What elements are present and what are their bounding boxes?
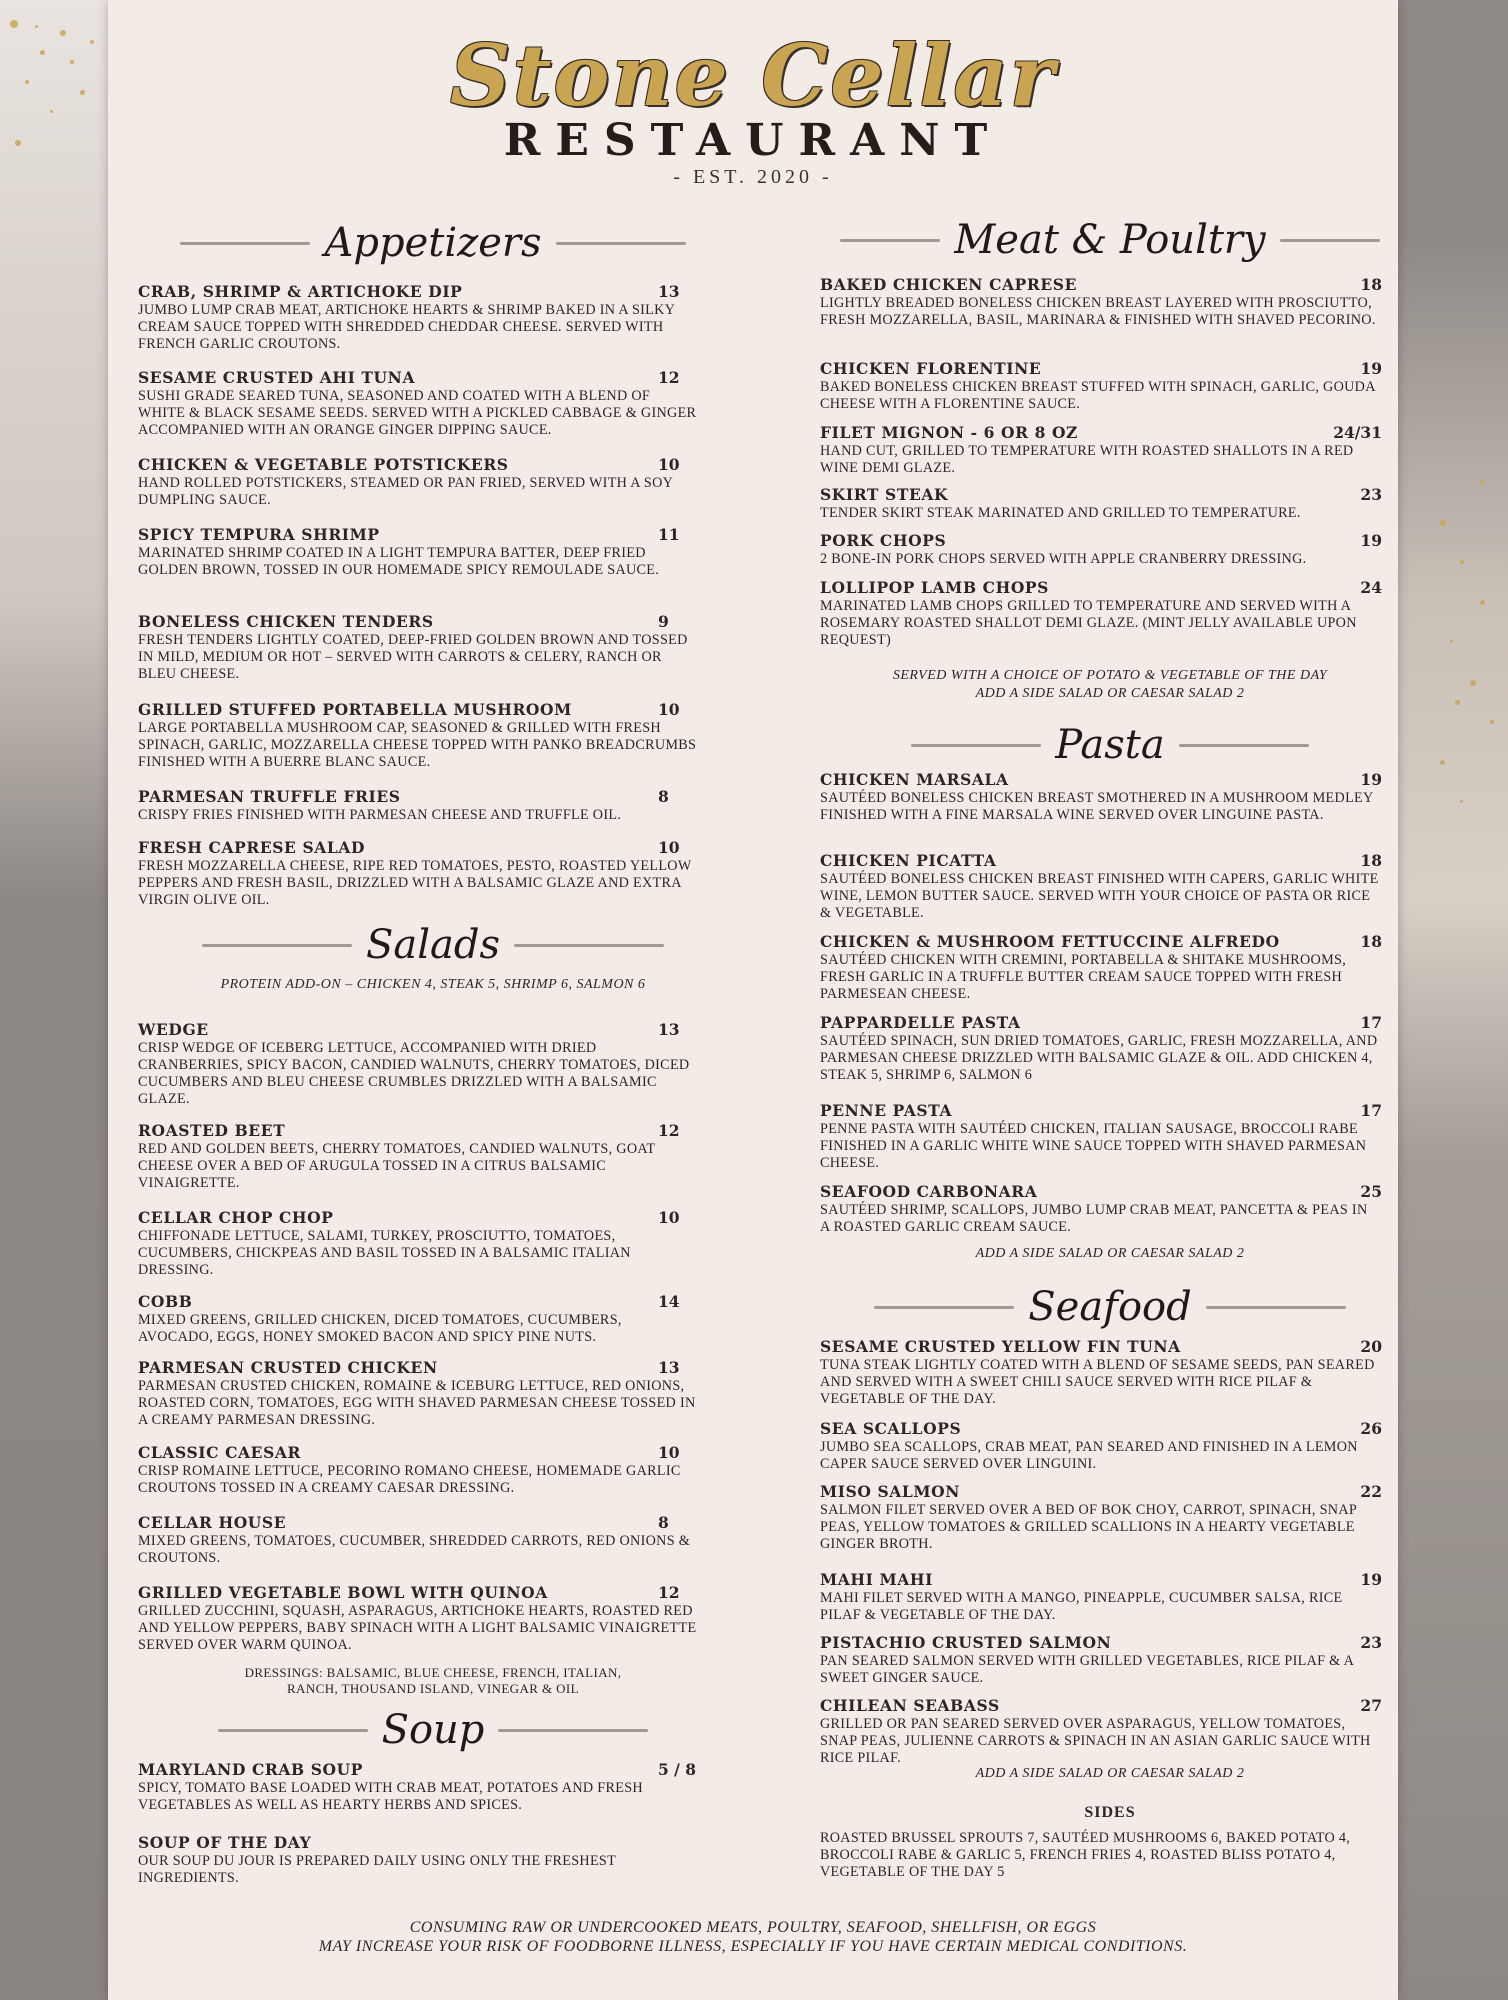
seafood-title: Seafood <box>1028 1284 1192 1330</box>
menu-item-price: 19 <box>1360 770 1382 789</box>
menu-item-price: 9 <box>658 612 669 631</box>
menu-item-description: JUMBO LUMP CRAB MEAT, ARTICHOKE HEARTS & SHRIMP BAKED IN A SILKY CREAM SAUCE TOPPED WITH SHREDDED CHEDDAR CHEESE. SERVED WITH FRENCH GARLIC CROUTONS. <box>138 302 675 352</box>
gold-fleck <box>60 30 66 36</box>
menu-item-price: 24 <box>1360 578 1382 597</box>
menu-item-description: HAND CUT, GRILLED TO TEMPERATURE WITH ROASTED SHALLOTS IN A RED WINE DEMI GLAZE. <box>820 443 1354 476</box>
menu-item-name: CHICKEN FLORENTINE <box>820 359 1042 378</box>
meat-poultry-heading <box>820 215 1400 265</box>
menu-item-description: HAND ROLLED POTSTICKERS, STEAMED OR PAN FRIED, SERVED WITH A SOY DUMPLING SAUCE. <box>138 475 673 508</box>
menu-item-description: PENNE PASTA WITH SAUTÉED CHICKEN, ITALIAN SAUSAGE, BROCCOLI RABE FINISHED IN A GARLIC WHITE WINE SAUCE TOPPED WITH SHAVED PARMESAN CHEESE. <box>820 1121 1367 1171</box>
menu-item-price: 24/31 <box>1333 423 1382 442</box>
menu-item-name: CHILEAN SEABASS <box>820 1696 1000 1715</box>
menu-item <box>820 770 1400 824</box>
logo-title: Stone Cellar <box>449 26 1057 125</box>
menu-item-price: 25 <box>1360 1182 1382 1201</box>
menu-item-price: 18 <box>1360 932 1382 951</box>
menu-item-price: 19 <box>1360 1570 1382 1589</box>
menu-item <box>820 1182 1400 1236</box>
gold-fleck <box>1440 520 1446 526</box>
menu-item <box>820 578 1400 649</box>
gold-fleck <box>1450 640 1453 643</box>
menu-item <box>820 275 1400 329</box>
dressings-line-1: DRESSINGS: BALSAMIC, BLUE CHEESE, FRENCH, ITALIAN, <box>244 1665 622 1680</box>
appetizers-heading <box>138 218 728 268</box>
gold-fleck <box>40 50 45 55</box>
menu-item-description: OUR SOUP DU JOUR IS PREPARED DAILY USING ONLY THE FRESHEST INGREDIENTS. <box>138 1853 616 1886</box>
menu-item <box>820 1101 1400 1172</box>
menu-item-name: MARYLAND CRAB SOUP <box>138 1760 363 1779</box>
menu-item-description: GRILLED OR PAN SEARED SERVED OVER ASPARAGUS, YELLOW TOMATOES, SNAP PEAS, JULIENNE CARROTS & SPINACH IN AN ASIAN GARLIC SAUCE WITH RICE PILAF. <box>820 1716 1371 1766</box>
gold-fleck <box>1480 480 1484 484</box>
protein-addon-note: PROTEIN ADD-ON – CHICKEN 4, STEAK 5, SHRIMP 6, SALMON 6 <box>220 977 646 992</box>
menu-item-name: GRILLED VEGETABLE BOWL WITH QUINOA <box>138 1583 548 1602</box>
menu-item <box>138 455 728 509</box>
menu-item-name: GRILLED STUFFED PORTABELLA MUSHROOM <box>138 700 572 719</box>
dressings-line-2: RANCH, THOUSAND ISLAND, VINEGAR & OIL <box>286 1681 579 1696</box>
salads-heading <box>138 920 728 970</box>
menu-item-price: 20 <box>1360 1337 1382 1356</box>
menu-item-name: SEAFOOD CARBONARA <box>820 1182 1038 1201</box>
menu-item <box>138 1121 728 1192</box>
gold-fleck <box>15 140 21 146</box>
menu-item-description: SAUTÉED BONELESS CHICKEN BREAST FINISHED WITH CAPERS, GARLIC WHITE WINE, LEMON BUTTER SAUCE. SERVED WITH YOUR CHOICE OF PASTA OR RICE & VEGETABLE. <box>820 871 1379 921</box>
menu-item-price: 19 <box>1360 359 1382 378</box>
menu-item-description: TENDER SKIRT STEAK MARINATED AND GRILLED TO TEMPERATURE. <box>820 505 1301 521</box>
established-year: - EST. 2020 - <box>673 166 833 188</box>
menu-item-price: 13 <box>658 1020 680 1039</box>
menu-item-name: ROASTED BEET <box>138 1121 286 1140</box>
menu-item-price: 26 <box>1360 1419 1382 1438</box>
menu-item-description: SAUTÉED BONELESS CHICKEN BREAST SMOTHERED IN A MUSHROOM MEDLEY FINISHED WITH A FINE MARSALA WINE SERVED OVER LINGUINE PASTA. <box>820 790 1374 823</box>
menu-item-name: PAPPARDELLE PASTA <box>820 1013 1021 1032</box>
menu-item-description: TUNA STEAK LIGHTLY COATED WITH A BLEND OF SESAME SEEDS, PAN SEARED AND SERVED WITH A SWEET CHILI SAUCE SERVED WITH RICE PILAF & VEGETABLE OF THE DAY. <box>820 1357 1375 1407</box>
menu-item-name: CHICKEN & VEGETABLE POTSTICKERS <box>138 455 509 474</box>
menu-item-description: CRISP WEDGE OF ICEBERG LETTUCE, ACCOMPANIED WITH DRIED CRANBERRIES, SPICY BACON, CANDIED WALNUTS, CHERRY TOMATOES, DICED CUCUMBERS AND BLEU CHEESE CRUMBLES DRIZZLED WITH A BALSAMIC GLAZE. <box>138 1040 690 1107</box>
menu-item-price: 12 <box>658 1583 680 1602</box>
menu-item-price: 27 <box>1360 1696 1382 1715</box>
menu-item-name: SKIRT STEAK <box>820 485 949 504</box>
gold-fleck <box>90 40 94 44</box>
menu-item-price: 8 <box>658 1513 669 1532</box>
menu-item-price: 10 <box>658 1208 680 1227</box>
gold-fleck <box>1470 680 1476 686</box>
menu-item <box>138 700 728 771</box>
menu-item <box>820 531 1400 568</box>
gold-fleck <box>50 110 53 113</box>
menu-item-name: COBB <box>138 1292 193 1311</box>
menu-item-price: 18 <box>1360 851 1382 870</box>
menu-item-price: 12 <box>658 1121 680 1140</box>
menu-item-price: 23 <box>1360 1633 1382 1652</box>
menu-item-description: CRISP ROMAINE LETTUCE, PECORINO ROMANO CHEESE, HOMEMADE GARLIC CROUTONS TOSSED IN A CREAMY CAESAR DRESSING. <box>138 1463 681 1496</box>
menu-item <box>820 1633 1400 1687</box>
pasta-title: Pasta <box>1055 722 1165 768</box>
footer-line-2: MAY INCREASE YOUR RISK OF FOODBORNE ILLNESS, ESPECIALLY IF YOU HAVE CERTAIN MEDICAL CONDITIONS. <box>318 1938 1188 1955</box>
menu-item-description: CHIFFONADE LETTUCE, SALAMI, TURKEY, PROSCIUTTO, TOMATOES, CUCUMBERS, CHICKPEAS AND BASIL TOSSED IN A BALSAMIC ITALIAN DRESSING. <box>138 1228 631 1278</box>
meat-note-side-salad: ADD A SIDE SALAD OR CAESAR SALAD 2 <box>975 686 1245 701</box>
menu-item <box>138 1020 728 1108</box>
gold-fleck <box>70 60 74 64</box>
menu-item-name: FRESH CAPRESE SALAD <box>138 838 366 857</box>
menu-item-description: GRILLED ZUCCHINI, SQUASH, ASPARAGUS, ARTICHOKE HEARTS, ROASTED RED AND YELLOW PEPPERS, BABY SPINACH WITH A LIGHT BALSAMIC VINAIGRETTE SERVED OVER WARM QUINOA. <box>138 1603 697 1653</box>
gold-fleck <box>10 20 18 28</box>
seafood-heading <box>820 1282 1400 1332</box>
menu-item-name: CHICKEN MARSALA <box>820 770 1009 789</box>
menu-item-name: SPICY TEMPURA SHRIMP <box>138 525 380 544</box>
menu-item-description: MIXED GREENS, TOMATOES, CUCUMBER, SHREDDED CARROTS, RED ONIONS & CROUTONS. <box>138 1533 691 1566</box>
menu-item <box>820 1419 1400 1473</box>
pasta-note-side-salad: ADD A SIDE SALAD OR CAESAR SALAD 2 <box>975 1246 1245 1261</box>
menu-item-name: PORK CHOPS <box>820 531 947 550</box>
menu-item-name: SEA SCALLOPS <box>820 1419 962 1438</box>
pasta-heading <box>820 720 1400 770</box>
menu-item <box>820 1696 1400 1767</box>
menu-item-name: SESAME CRUSTED AHI TUNA <box>138 368 416 387</box>
seafood-note-side-salad: ADD A SIDE SALAD OR CAESAR SALAD 2 <box>975 1766 1245 1781</box>
menu-item-name: BONELESS CHICKEN TENDERS <box>138 612 434 631</box>
menu-item-name: FILET MIGNON - 6 OR 8 OZ <box>820 423 1078 442</box>
menu-page <box>108 0 1398 2000</box>
menu-item <box>138 1358 728 1429</box>
menu-item-price: 5 / 8 <box>658 1760 697 1779</box>
background-right <box>1398 0 1508 2000</box>
menu-item-price: 10 <box>658 838 680 857</box>
menu-item-price: 10 <box>658 700 680 719</box>
menu-item-name: LOLLIPOP LAMB CHOPS <box>820 578 1049 597</box>
gold-fleck <box>80 90 85 95</box>
menu-item-price: 12 <box>658 368 680 387</box>
menu-item-description: MAHI FILET SERVED WITH A MANGO, PINEAPPLE, CUCUMBER SALSA, RICE PILAF & VEGETABLE OF THE DAY. <box>820 1590 1343 1623</box>
menu-item-name: SOUP OF THE DAY <box>138 1833 312 1852</box>
menu-item <box>820 932 1400 1003</box>
menu-item <box>138 1208 728 1279</box>
menu-item-name: PISTACHIO CRUSTED SALMON <box>820 1633 1112 1652</box>
gold-fleck <box>1460 800 1463 803</box>
menu-item <box>138 1292 728 1346</box>
restaurant-logo <box>108 28 1398 189</box>
menu-item <box>138 368 728 439</box>
menu-item-description: SAUTÉED SHRIMP, SCALLOPS, JUMBO LUMP CRAB MEAT, PANCETTA & PEAS IN A ROASTED GARLIC CREAM SAUCE. <box>820 1202 1368 1235</box>
menu-item-description: MARINATED LAMB CHOPS GRILLED TO TEMPERATURE AND SERVED WITH A ROSEMARY ROASTED SHALLOT DEMI GLAZE. (MINT JELLY AVAILABLE UPON REQUEST) <box>820 598 1357 648</box>
gold-fleck <box>25 80 29 84</box>
menu-item-description: MARINATED SHRIMP COATED IN A LIGHT TEMPURA BATTER, DEEP FRIED GOLDEN BROWN, TOSSED IN OUR HOMEMADE SPICY REMOULADE SAUCE. <box>138 545 660 578</box>
menu-item-description: SALMON FILET SERVED OVER A BED OF BOK CHOY, CARROT, SPINACH, SNAP PEAS, YELLOW TOMATOES & GRILLED SCALLIONS IN A HEARTY VEGETABLE GINGER BROTH. <box>820 1502 1357 1552</box>
menu-item <box>820 1013 1400 1084</box>
soup-heading <box>138 1705 728 1755</box>
menu-item <box>820 1482 1400 1553</box>
menu-item-name: CHICKEN & MUSHROOM FETTUCCINE ALFREDO <box>820 932 1280 951</box>
menu-item-description: SUSHI GRADE SEARED TUNA, SEASONED AND COATED WITH A BLEND OF WHITE & BLACK SESAME SEEDS. SERVED WITH A PICKLED CABBAGE & GINGER ACCOMPANIED WITH AN ORANGE GINGER DIPPING SAUCE. <box>138 388 697 438</box>
menu-item-name: PENNE PASTA <box>820 1101 953 1120</box>
menu-item-name: CHICKEN PICATTA <box>820 851 997 870</box>
sides-title: SIDES <box>1084 1804 1136 1821</box>
menu-item-price: 11 <box>658 525 680 544</box>
menu-item-name: CLASSIC CAESAR <box>138 1443 301 1462</box>
menu-item-price: 13 <box>658 282 680 301</box>
menu-item-description: SAUTÉED CHICKEN WITH CREMINI, PORTABELLA & SHITAKE MUSHROOMS, FRESH GARLIC IN A TRUFFLE BUTTER CREAM SAUCE TOPPED WITH FRESH PARMESEAN CHEESE. <box>820 952 1347 1002</box>
gold-fleck <box>1455 700 1460 705</box>
sides-description: ROASTED BRUSSEL SPROUTS 7, SAUTÉED MUSHROOMS 6, BAKED POTATO 4, BROCCOLI RABE & GARLIC 5, FRENCH FRIES 4, ROASTED BLISS POTATO 4, VEGETABLE OF THE DAY 5 <box>820 1830 1351 1880</box>
menu-item-description: CRISPY FRIES FINISHED WITH PARMESAN CHEESE AND TRUFFLE OIL. <box>138 807 622 823</box>
logo-subtitle: RESTAURANT <box>503 115 1003 166</box>
menu-item-name: WEDGE <box>138 1020 209 1039</box>
menu-item-description: BAKED BONELESS CHICKEN BREAST STUFFED WITH SPINACH, GARLIC, GOUDA CHEESE WITH A FLORENTINE SAUCE. <box>820 379 1375 412</box>
menu-item-price: 13 <box>658 1358 680 1377</box>
menu-item-price: 10 <box>658 455 680 474</box>
menu-item-name: PARMESAN CRUSTED CHICKEN <box>138 1358 438 1377</box>
menu-item-description: PAN SEARED SALMON SERVED WITH GRILLED VEGETABLES, RICE PILAF & A SWEET GINGER SAUCE. <box>820 1653 1354 1686</box>
menu-item <box>138 282 728 353</box>
menu-item <box>138 838 728 909</box>
menu-item-name: SESAME CRUSTED YELLOW FIN TUNA <box>820 1337 1181 1356</box>
menu-item-description: LIGHTLY BREADED BONELESS CHICKEN BREAST LAYERED WITH PROSCIUTTO, FRESH MOZZARELLA, BASIL, MARINARA & FINISHED WITH SHAVED PECORINO. <box>820 295 1376 328</box>
menu-item-description: LARGE PORTABELLA MUSHROOM CAP, SEASONED & GRILLED WITH FRESH SPINACH, GARLIC, MOZZARELLA CHEESE TOPPED WITH PANKO BREADCRUMBS FINISHED WITH A BUERRE BLANC SAUCE. <box>138 720 697 770</box>
meat-note-potato: SERVED WITH A CHOICE OF POTATO & VEGETABLE OF THE DAY <box>892 668 1328 683</box>
menu-item-price: 14 <box>658 1292 680 1311</box>
menu-item-description: JUMBO SEA SCALLOPS, CRAB MEAT, PAN SEARED AND FINISHED IN A LEMON CAPER SAUCE SERVED OVER LINGUINI. <box>820 1439 1358 1472</box>
menu-item-price: 18 <box>1360 275 1382 294</box>
gold-fleck <box>1460 560 1464 564</box>
menu-item-price: 22 <box>1360 1482 1382 1501</box>
menu-item-price: 17 <box>1360 1013 1382 1032</box>
menu-item-name: PARMESAN TRUFFLE FRIES <box>138 787 401 806</box>
soup-title: Soup <box>381 1707 485 1753</box>
menu-item-price: 19 <box>1360 531 1382 550</box>
menu-item-description: SAUTÉED SPINACH, SUN DRIED TOMATOES, GARLIC, FRESH MOZZARELLA, AND PARMESAN CHEESE DRIZZLED WITH BALSAMIC GLAZE & OIL. ADD CHICKEN 4, STEAK 5, SHRIMP 6, SALMON 6 <box>820 1033 1378 1083</box>
menu-item-description: PARMESAN CRUSTED CHICKEN, ROMAINE & ICEBURG LETTUCE, RED ONIONS, ROASTED CORN, TOMATOES, EGG WITH SHAVED PARMESAN CHEESE TOSSED IN A CREAMY PARMESAN DRESSING. <box>138 1378 696 1428</box>
menu-item <box>138 787 728 824</box>
gold-fleck <box>35 25 38 28</box>
menu-item-description: FRESH TENDERS LIGHTLY COATED, DEEP-FRIED GOLDEN BROWN AND TOSSED IN MILD, MEDIUM OR HOT – SERVED WITH CARROTS & CELERY, RANCH OR BLEU CHEESE. <box>138 632 688 682</box>
menu-item-name: CELLAR HOUSE <box>138 1513 287 1532</box>
menu-item-name: MAHI MAHI <box>820 1570 933 1589</box>
salads-title: Salads <box>365 922 501 968</box>
menu-item-name: CELLAR CHOP CHOP <box>138 1208 334 1227</box>
health-warning-footer <box>108 1918 1398 1956</box>
gold-fleck <box>1490 720 1494 724</box>
menu-item <box>138 1583 728 1654</box>
menu-item-price: 10 <box>658 1443 680 1462</box>
menu-item <box>820 851 1400 922</box>
menu-item-price: 8 <box>658 787 669 806</box>
footer-line-1: CONSUMING RAW OR UNDERCOOKED MEATS, POULTRY, SEAFOOD, SHELLFISH, OR EGGS <box>409 1919 1097 1936</box>
menu-item-description: RED AND GOLDEN BEETS, CHERRY TOMATOES, CANDIED WALNUTS, GOAT CHEESE OVER A BED OF ARUGULA TOSSED IN A CITRUS BALSAMIC VINAIGRETTE. <box>138 1141 656 1191</box>
menu-item-price: 17 <box>1360 1101 1382 1120</box>
menu-item-name: BAKED CHICKEN CAPRESE <box>820 275 1077 294</box>
menu-item-price: 23 <box>1360 485 1382 504</box>
menu-item <box>820 423 1400 477</box>
menu-item <box>138 1443 728 1497</box>
menu-item <box>138 1760 728 1814</box>
gold-fleck <box>1480 600 1485 605</box>
menu-item <box>820 485 1400 522</box>
appetizers-title: Appetizers <box>324 220 542 266</box>
menu-item-name: MISO SALMON <box>820 1482 961 1501</box>
menu-item <box>138 525 728 579</box>
meat-poultry-title: Meat & Poultry <box>954 217 1266 263</box>
menu-item-description: FRESH MOZZARELLA CHEESE, RIPE RED TOMATOES, PESTO, ROASTED YELLOW PEPPERS AND FRESH BASIL, DRIZZLED WITH A BALSAMIC GLAZE AND EXTRA VIRGIN OLIVE OIL. <box>138 858 692 908</box>
sides-list <box>820 1830 1400 1881</box>
menu-item-description: MIXED GREENS, GRILLED CHICKEN, DICED TOMATOES, CUCUMBERS, AVOCADO, EGGS, HONEY SMOKED BACON AND SPICY PINE NUTS. <box>138 1312 622 1345</box>
menu-item-name: CRAB, SHRIMP & ARTICHOKE DIP <box>138 282 463 301</box>
menu-item <box>138 612 728 683</box>
menu-item <box>820 1570 1400 1624</box>
menu-item-description: SPICY, TOMATO BASE LOADED WITH CRAB MEAT, POTATOES AND FRESH VEGETABLES AS WELL AS HEARTY HERBS AND SPICES. <box>138 1780 643 1813</box>
menu-item <box>138 1833 728 1887</box>
menu-item <box>138 1513 728 1567</box>
menu-item-description: 2 BONE-IN PORK CHOPS SERVED WITH APPLE CRANBERRY DRESSING. <box>820 551 1307 567</box>
menu-item <box>820 359 1400 413</box>
gold-fleck <box>1440 760 1445 765</box>
menu-item <box>820 1337 1400 1408</box>
